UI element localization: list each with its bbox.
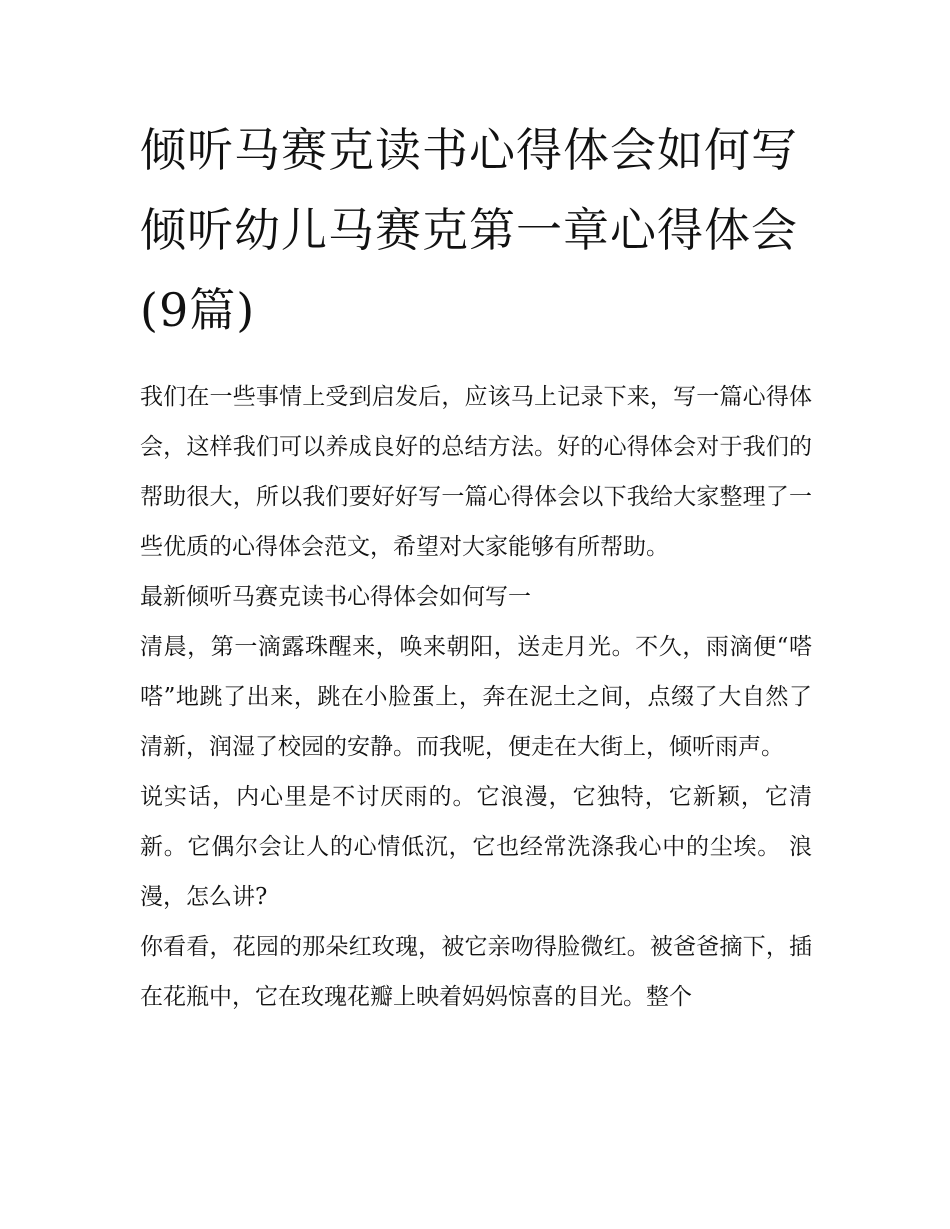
- document-title: 倾听马赛克读书心得体会如何写 倾听幼儿马赛克第一章心得体会(9篇): [140, 123, 798, 337]
- document-content: [140, 110, 812, 1022]
- section-heading: 最新倾听马赛克读书心得体会如何写一: [140, 584, 531, 610]
- body-paragraph: 说实话，内心里是不讨厌雨的。它浪漫，它独特，它新颖，它清新。它偶尔会让人的心情低沉，它也经常洗涤我心中的尘埃。 浪漫，怎么讲?: [140, 784, 812, 910]
- intro-paragraph: 我们在一些事情上受到启发后，应该马上记录下来，写一篇心得体会，这样我们可以养成良好的总结方法。好的心得体会对于我们的帮助很大，所以我们要好好写一篇心得体会以下我给大家整理了一些优质的心得体会范文，希望对大家能够有所帮助。: [140, 384, 812, 560]
- body-paragraph: 清晨，第一滴露珠醒来，唤来朝阳，送走月光。不久，雨滴便“嗒嗒”地跳了出来，跳在小脸蛋上，奔在泥土之间，点缀了大自然了清新，润湿了校园的安静。而我呢，便走在大街上，倾听雨声。: [140, 634, 812, 760]
- body-paragraph: 你看看，花园的那朵红玫瑰，被它亲吻得脸微红。被爸爸摘下，插在花瓶中，它在玫瑰花瓣上映着妈妈惊喜的目光。整个: [140, 934, 812, 1010]
- document-body: [140, 372, 812, 1022]
